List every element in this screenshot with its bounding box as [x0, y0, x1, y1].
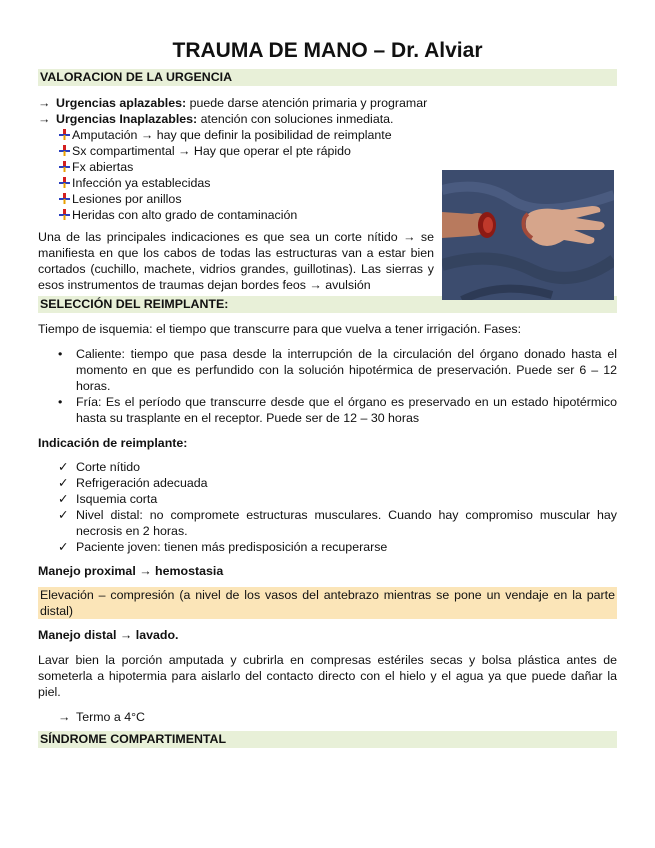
pushpin-icon: [58, 143, 72, 159]
checkmark-icon: ✓: [58, 508, 69, 522]
checkmark-icon: ✓: [58, 460, 69, 474]
termo-text: Termo a 4°C: [76, 710, 145, 724]
list-item-text: Nivel distal: no compromete estructuras musculares. Cuando hay compromiso muscular hay necrosis en 2 horas.: [76, 508, 617, 538]
pushpin-icon: [58, 159, 72, 175]
pushpin-icon: [58, 127, 72, 143]
inaplazables-text: atención con soluciones inmediata.: [197, 112, 394, 126]
inaplazables-line: [38, 111, 617, 127]
list-item-text: Infección ya establecidas: [72, 176, 211, 190]
list-item: [58, 143, 617, 159]
checkmark-icon: ✓: [58, 540, 69, 554]
pushpin-icon: [58, 207, 72, 223]
list-item-text: Fx abiertas: [72, 160, 134, 174]
manejo-distal-text: Lavar bien la porción amputada y cubrirla en compresas estériles secas y bolsa plástica antes de someterla a hipotermia para aislarlo del contacto directo con el hielo y el agua ya que puede dañar la piel.: [38, 653, 617, 699]
list-item-text: Caliente: tiempo que pasa desde la interrupción de la circulación del órgano donado hasta el momento en que es perfundido con la solución hipotérmica de preservación. Puede ser 6 – 12 horas.: [76, 347, 617, 393]
indicacion-list: [38, 459, 617, 555]
termo-line: [58, 709, 617, 725]
list-item-text: Heridas con alto grado de contaminación: [72, 208, 298, 222]
list-item-text: Sx compartimental → Hay que operar el pte rápido: [72, 144, 351, 158]
arrow-icon: →: [38, 96, 51, 110]
pushpin-icon: [58, 191, 72, 207]
amputated-hand-illustration: [442, 170, 614, 300]
manejo-proximal-text: Elevación – compresión (a nivel de los vasos del antebrazo mientras se pone un vendaje en la parte distal): [40, 588, 615, 618]
pushpin-icon: [58, 175, 72, 191]
indicacion-heading: Indicación de reimplante:: [38, 436, 188, 450]
aplazables-line: [38, 95, 617, 111]
fases-list: [38, 346, 617, 426]
list-item: [58, 459, 617, 475]
aplazables-label: Urgencias aplazables:: [56, 96, 187, 110]
manejo-distal-heading: Manejo distal → lavado.: [38, 628, 179, 642]
aplazables-text: puede darse atención primaria y programar: [186, 96, 428, 110]
amputated-hand-photo: [442, 170, 614, 300]
section-heading-sindrome: SÍNDROME COMPARTIMENTAL: [38, 731, 617, 748]
bullet-icon: •: [58, 395, 63, 409]
bullet-icon: •: [58, 347, 63, 361]
list-item: [58, 539, 617, 555]
manejo-proximal-heading: Manejo proximal → hemostasia: [38, 564, 224, 578]
list-item: [58, 491, 617, 507]
list-item-text: Refrigeración adecuada: [76, 476, 208, 490]
list-item-text: Lesiones por anillos: [72, 192, 182, 206]
checkmark-icon: ✓: [58, 492, 69, 506]
list-item-text: Paciente joven: tienen más predisposición a recuperarse: [76, 540, 388, 554]
list-item: [58, 346, 617, 394]
list-item: [58, 394, 617, 426]
list-item-text: Fría: Es el período que transcurre desde que el órgano es preservado en un estado hipotérmico hasta su trasplante en el receptor. Puede ser de 12 – 30 horas: [76, 395, 617, 425]
list-item: [58, 127, 617, 143]
section-heading-seleccion: SELECCIÓN DEL REIMPLANTE:: [38, 296, 617, 313]
corte-nitido-paragraph: Una de las principales indicaciones es que sea un corte nítido → se manifiesta en que los cabos de todas las estructuras van a estar bien cortados (cuchillo, machete, vidrios grandes, guillotinas). Las sierras y esos instrumentos de traumas dejan bordes feos → avulsión: [38, 230, 434, 292]
page-title: TRAUMA DE MANO – Dr. Alviar: [172, 39, 483, 62]
checkmark-icon: ✓: [58, 476, 69, 490]
inaplazables-label: Urgencias Inaplazables:: [56, 112, 198, 126]
arrow-icon: →: [38, 112, 51, 126]
isquemia-text: Tiempo de isquemia: el tiempo que transcurre para que vuelva a tener irrigación. Fases:: [38, 322, 522, 336]
list-item-text: Amputación → hay que definir la posibilidad de reimplante: [72, 128, 392, 142]
list-item: [58, 475, 617, 491]
list-item-text: Isquemia corta: [76, 492, 158, 506]
arrow-icon: →: [58, 710, 71, 724]
section-heading-valoracion: VALORACION DE LA URGENCIA: [38, 69, 617, 86]
list-item: [58, 507, 617, 539]
list-item-text: Corte nítido: [76, 460, 141, 474]
